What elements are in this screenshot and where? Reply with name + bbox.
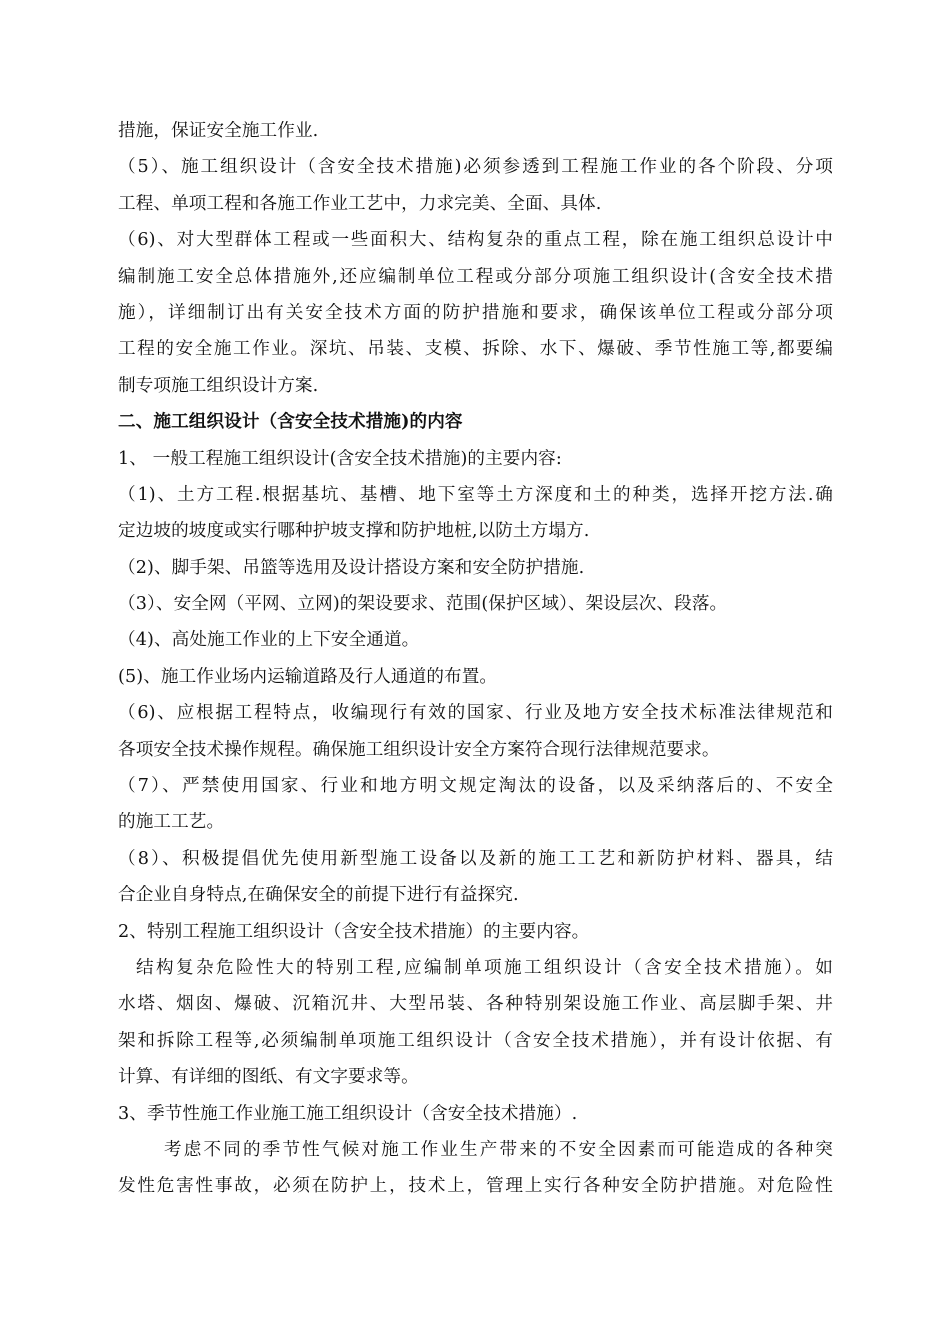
text-line: 各项安全技术操作规程。确保施工组织设计安全方案符合现行法律规范要求。 [118,739,720,760]
text-line: 水塔、烟囱、爆破、沉箱沉井、大型吊装、各种特别架设施工作业、高层脚手架、井 [118,994,833,1015]
text-line: 1、 一般工程施工组织设计(含安全技术措施)的主要内容: [118,448,562,469]
text-line: 合企业自身特点,在确保安全的前提下进行有益探究. [118,885,519,906]
section-heading: 二、施工组织设计（含安全技术措施)的内容 [118,411,463,433]
text-line: （6)、对大型群体工程或一些面积大、结构复杂的重点工程，除在施工组织总设计中 [118,230,833,251]
text-line: 措施，保证安全施工作业. [118,121,319,141]
text-line: （4)、高处施工作业的上下安全通道。 [118,630,420,651]
text-line: 计算、有详细的图纸、有文字要求等。 [118,1067,419,1088]
text-line: （6)、应根据工程特点，收编现行有效的国家、行业及地方安全技术标准法律规范和 [118,703,833,724]
text-line: 工程、单项工程和各施工作业工艺中，力求完美、全面、具体. [118,193,602,214]
text-line: 发性危害性事故，必须在防护上，技术上，管理上实行各种安全防护措施。对危险性 [118,1176,833,1197]
text-line: 3、季节性施工作业施工施工组织设计（含安全技术措施）. [118,1103,578,1124]
text-line: （3）、安全网（平网、立网)的架设要求、范围(保护区域）、架设层次、段落。 [118,594,728,615]
text-line: （2)、脚手架、吊篮等选用及设计搭设方案和安全防护措施. [118,557,585,578]
text-line: (5)、施工作业场内运输道路及行人通道的布置。 [118,666,498,687]
text-line: 制专项施工组织设计方案. [118,375,319,396]
text-line: 编制施工安全总体措施外,还应编制单位工程或分部分项施工组织设计(含安全技术措 [118,266,833,287]
text-line: （1)、土方工程.根据基坑、基槽、地下室等土方深度和土的种类，选择开挖方法.确 [118,484,833,505]
text-line: （5）、施工组织设计（含安全技术措施)必须参透到工程施工作业的各个阶段、分项 [118,157,833,178]
text-line: 施），详细制订出有关安全技术方面的防护措施和要求，确保该单位工程或分部分项 [118,302,833,323]
text-line: 2、特别工程施工组织设计（含安全技术措施）的主要内容。 [118,921,590,942]
text-line: （7）、严禁使用国家、行业和地方明文规定淘汰的设备，以及采纳落后的、不安全 [118,776,833,797]
text-line: 的施工工艺。 [118,812,225,833]
text-line: 定边坡的坡度或实行哪种护坡支撑和防护地桩,以防土方塌方. [118,521,590,542]
document-body [118,113,833,1205]
text-line: 考虑不同的季节性气候对施工作业生产带来的不安全因素而可能造成的各种突 [164,1139,833,1160]
text-line: 架和拆除工程等,必须编制单项施工组织设计（含安全技术措施），并有设计依据、有 [118,1030,833,1051]
text-line: 结构复杂危险性大的特别工程,应编制单项施工组织设计（含安全技术措施）。如 [136,957,833,978]
text-line: 工程的安全施工作业。深坑、吊装、支模、拆除、水下、爆破、季节性施工等,都要编 [118,339,833,360]
text-line: （8）、积极提倡优先使用新型施工设备以及新的施工工艺和新防护材料、器具，结 [118,848,833,869]
